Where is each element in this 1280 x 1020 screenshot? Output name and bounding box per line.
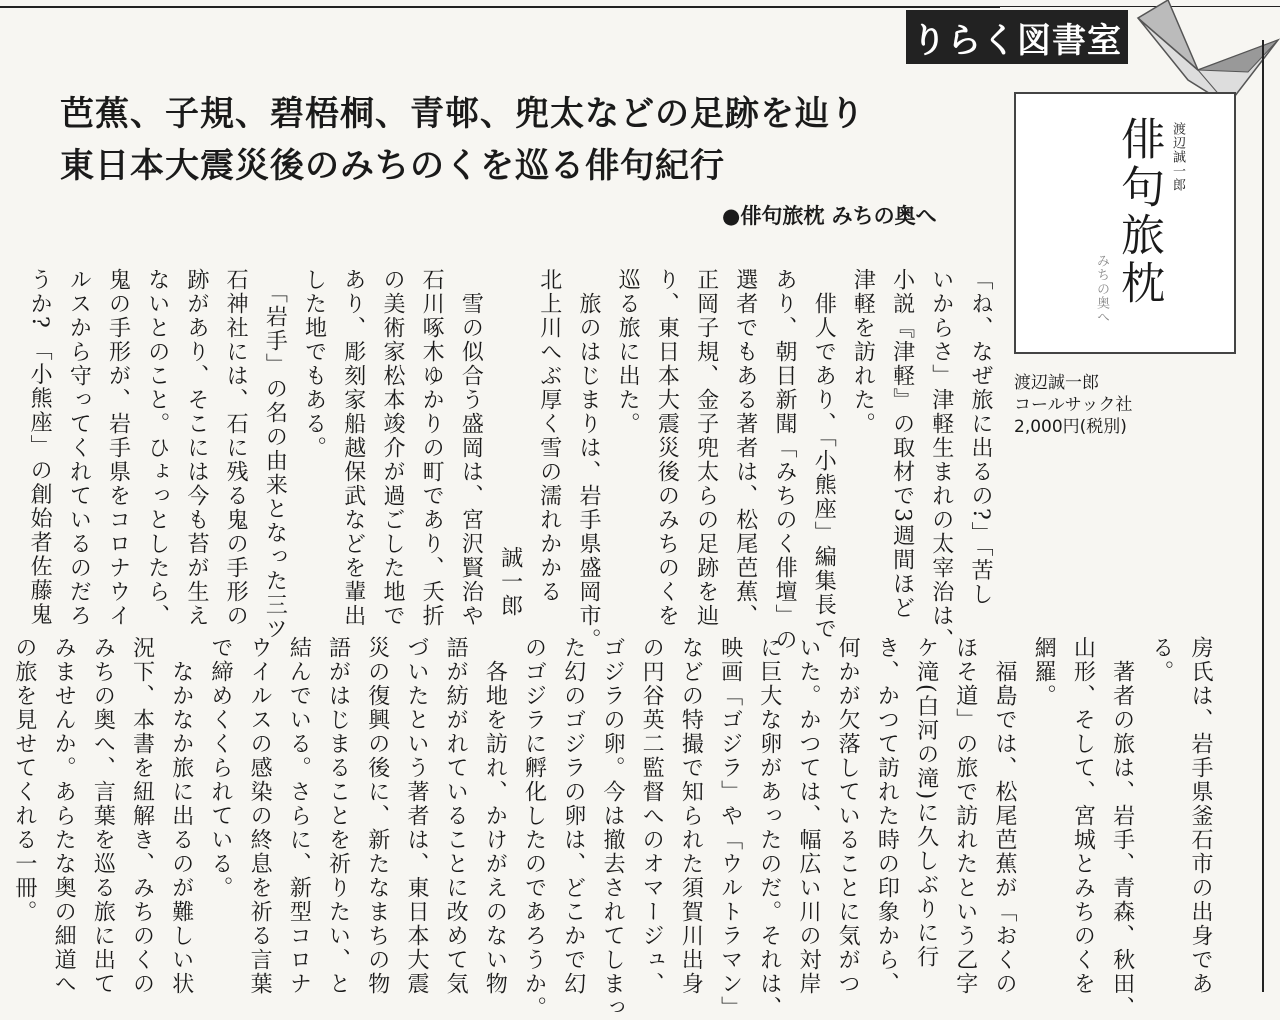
text-column: 「ね、なぜ旅に出るの?」「苦し bbox=[968, 268, 993, 607]
text-column: 石神社には、石に残る鬼の手形の bbox=[223, 268, 249, 628]
book-cover bbox=[1014, 92, 1236, 354]
text-column: 石川啄木ゆかりの町であり、夭折 bbox=[419, 268, 445, 628]
text-column: 福島では、松尾芭蕉が「おくの bbox=[991, 636, 1017, 996]
text-column: 況下、本書を紐解き、みちのくの bbox=[129, 636, 155, 996]
text-column: うか? 「小熊座」の創始者佐藤鬼 bbox=[27, 268, 53, 627]
text-column: 小説『津軽』の取材で3週間ほど bbox=[889, 268, 915, 620]
text-column: 山形、そして、宮城とみちのくを bbox=[1070, 636, 1096, 996]
text-column: ほそ道」の旅で訪れたという乙字 bbox=[952, 636, 978, 996]
text-column: 房氏は、岩手県釜石市の出身であ bbox=[1188, 636, 1213, 996]
text-column: みませんか。あらたな奥の細道へ bbox=[51, 636, 77, 996]
text-column: 著者の旅は、岩手、青森、秋田、 bbox=[1109, 636, 1135, 1020]
text-column: 語がはじまることを祈りたい、と bbox=[325, 636, 351, 996]
book-info bbox=[1014, 372, 1132, 438]
text-column: いた。かつては、幅広い川の対岸 bbox=[795, 636, 821, 996]
text-column: あり、彫刻家船越保武などを輩出 bbox=[340, 268, 366, 628]
text-column: る。 bbox=[1148, 636, 1174, 684]
text-column: 網羅。 bbox=[1031, 636, 1057, 708]
text-column: 巡る旅に出た。 bbox=[615, 268, 641, 436]
text-column: 選者でもある著者は、松尾芭蕉、 bbox=[732, 268, 758, 628]
text-column: 津軽を訪れた。 bbox=[850, 268, 876, 436]
text-column: り、東日本大震災後のみちのくを bbox=[654, 268, 680, 628]
text-column: 映画「ゴジラ」や「ウルトラマン」 bbox=[717, 636, 743, 1020]
text-column: の美術家松本竣介が過ごした地で bbox=[379, 268, 405, 628]
text-column: なかなか旅に出るのが難しい状 bbox=[168, 636, 194, 996]
book-publisher: コールサック社 bbox=[1014, 395, 1133, 415]
text-column: に巨大な卵があったのだ。それは、 bbox=[756, 636, 782, 1020]
text-column: 語が紡がれていることに改めて気 bbox=[443, 636, 469, 996]
text-column: づいたという著者は、東日本大震 bbox=[403, 636, 429, 996]
text-column: 「岩手」の名の由来となった三ツ bbox=[262, 268, 288, 641]
text-column: ないとのこと。ひょっとしたら、 bbox=[144, 268, 170, 628]
text-column: 北上川へぶ厚く雪の濡れかかる bbox=[536, 268, 562, 604]
section-label: りらく図書室 bbox=[906, 10, 1128, 64]
text-column: き、かつて訪れた時の印象から、 bbox=[874, 636, 900, 996]
text-column: ゴジラの卵。今は撤去されてしまっ bbox=[599, 636, 625, 1020]
text-column: などの特撮で知られた須賀川出身 bbox=[678, 636, 704, 996]
text-column: 結んでいる。さらに、新型コロナ bbox=[286, 636, 312, 996]
headline-line-1: 芭蕉、子規、碧梧桐、青邨、兜太などの足跡を辿り bbox=[60, 94, 865, 134]
text-column: 何かが欠落していることに気がつ bbox=[835, 636, 861, 996]
haiku-signature: 誠一郎 bbox=[497, 546, 523, 618]
text-column: のゴジラに孵化したのであろうか。 bbox=[521, 636, 547, 1020]
text-column: 雪の似合う盛岡は、宮沢賢治や bbox=[458, 268, 484, 628]
cover-author: 渡辺誠一郎 bbox=[1170, 122, 1185, 192]
text-column: ウイルスの感染の終息を祈る言葉 bbox=[247, 636, 273, 996]
body-text-top bbox=[27, 268, 1000, 652]
text-column: の旅を見せてくれる一冊。 bbox=[11, 636, 37, 924]
body-text-bottom bbox=[11, 636, 1220, 1020]
cover-subtitle: みちの奥へ bbox=[1094, 254, 1109, 324]
text-column: ケ滝(白河の滝)に久しぶりに行 bbox=[913, 636, 939, 970]
cover-title: 俳句旅枕 bbox=[1113, 116, 1164, 308]
right-border bbox=[1262, 40, 1264, 992]
top-rule bbox=[0, 6, 1000, 8]
text-column: 災の復興の後に、新たなまちの物 bbox=[364, 636, 390, 996]
text-column: ルスから守ってくれているのだろ bbox=[66, 268, 92, 628]
text-column: 各地を訪れ、かけがえのない物 bbox=[482, 636, 508, 996]
book-heading: ●俳句旅枕 みちの奥へ bbox=[722, 204, 937, 228]
book-price: 2,000円(税別) bbox=[1014, 417, 1127, 437]
text-column: 跡があり、そこには今も苔が生え bbox=[183, 268, 209, 628]
book-author: 渡辺誠一郎 bbox=[1014, 373, 1099, 393]
text-column: みちの奥へ、言葉を巡る旅に出て bbox=[90, 636, 116, 996]
text-column: で締めくくられている。 bbox=[207, 636, 233, 900]
text-column: いからさ」津軽生まれの太宰治は、 bbox=[928, 268, 954, 652]
text-column: 旅のはじまりは、岩手県盛岡市。 bbox=[575, 268, 601, 652]
text-column: の円谷英二監督へのオマージュ、 bbox=[639, 636, 665, 996]
text-column: した地でもある。 bbox=[301, 268, 327, 460]
text-column: た幻のゴジラの卵は、どこかで幻 bbox=[560, 636, 586, 996]
text-column: あり、朝日新聞「みちのく俳壇」の bbox=[771, 268, 797, 652]
headline-line-2: 東日本大震災後のみちのくを巡る俳句紀行 bbox=[60, 146, 725, 186]
text-column: 俳人であり、「小熊座」編集長で bbox=[811, 268, 837, 641]
text-column: 鬼の手形が、岩手県をコロナウイ bbox=[105, 268, 131, 628]
text-column: 正岡子規、金子兜太らの足跡を辿 bbox=[693, 268, 719, 628]
